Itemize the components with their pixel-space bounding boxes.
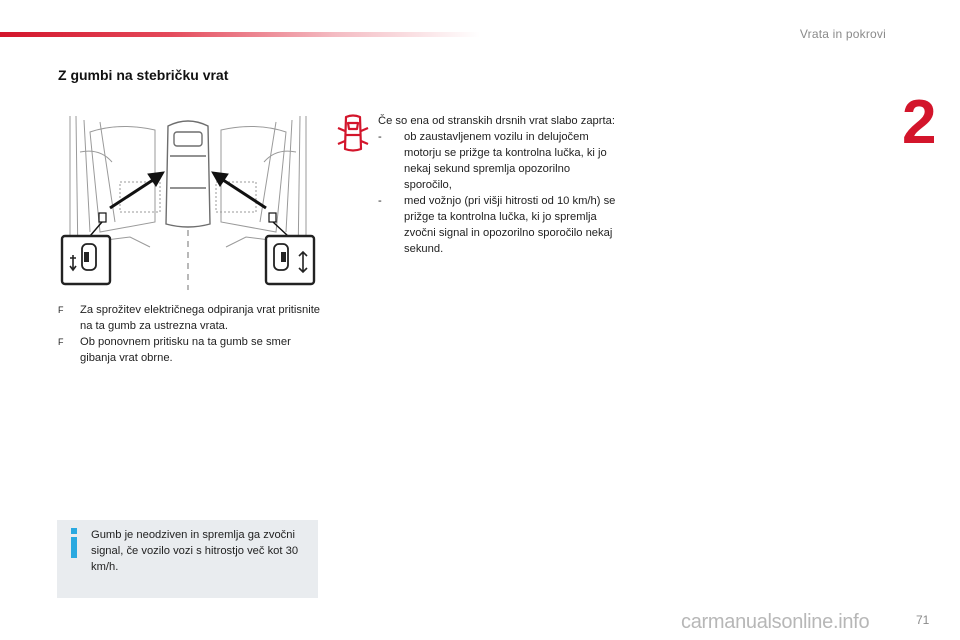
- warning-item-text: med vožnjo (pri višji hitrosti od 10 km/h) se prižge ta kontrolna lučka, ki jo spremlja zvočni signal in opozorilno sporočilo nekaj sekund.: [404, 195, 616, 255]
- dash-marker: -: [378, 131, 382, 143]
- bullet-marker: F: [58, 337, 64, 347]
- warning-text-block: [378, 113, 618, 257]
- warning-intro: Če so ena od stranskih drsnih vrat slabo zaprta:: [378, 115, 615, 127]
- left-door-button-icon: [62, 236, 110, 284]
- chapter-color-bar: [0, 32, 480, 37]
- bullet-marker: F: [58, 305, 64, 315]
- info-icon: [69, 528, 79, 558]
- warning-item-text: ob zaustavljenem vozilu in delujočem motorju se prižge ta kontrolna lučka, ki jo nekaj sekund spremlja opozorilno sporočilo,: [404, 131, 607, 191]
- info-text: Gumb je neodziven in spremlja ga zvočni signal, če vozilo vozi s hitrostjo več kot 30 km/h.: [91, 529, 299, 573]
- warning-item: [378, 193, 618, 257]
- left-arrow: [110, 172, 164, 208]
- watermark: carmanualsonline.info: [681, 611, 870, 633]
- right-pillar-button: [269, 213, 276, 222]
- info-box: [57, 520, 318, 598]
- right-door-button-icon: [266, 236, 314, 284]
- right-arrow: [212, 172, 266, 208]
- section-title: Z gumbi na stebričku vrat: [58, 67, 229, 83]
- left-pillar-button: [99, 213, 106, 222]
- instruction-item: [58, 334, 326, 366]
- instruction-text: Za sprožitev električnega odpiranja vrat pritisnite na ta gumb za ustrezna vrata.: [80, 304, 321, 332]
- dash-marker: -: [378, 195, 382, 207]
- van-top-view-drawing: [166, 121, 210, 227]
- car-door-warning-icon: [336, 113, 370, 153]
- page-number: 71: [916, 613, 930, 627]
- instruction-text: Ob ponovnem pritisku na ta gumb se smer gibanja vrat obrne.: [80, 336, 291, 364]
- chapter-number: 2: [902, 88, 937, 157]
- instruction-list: [58, 302, 326, 366]
- door-pillar-buttons-illustration: [60, 112, 316, 292]
- instruction-item: [58, 302, 326, 334]
- warning-item: [378, 129, 618, 193]
- chapter-title: Vrata in pokrovi: [799, 27, 886, 41]
